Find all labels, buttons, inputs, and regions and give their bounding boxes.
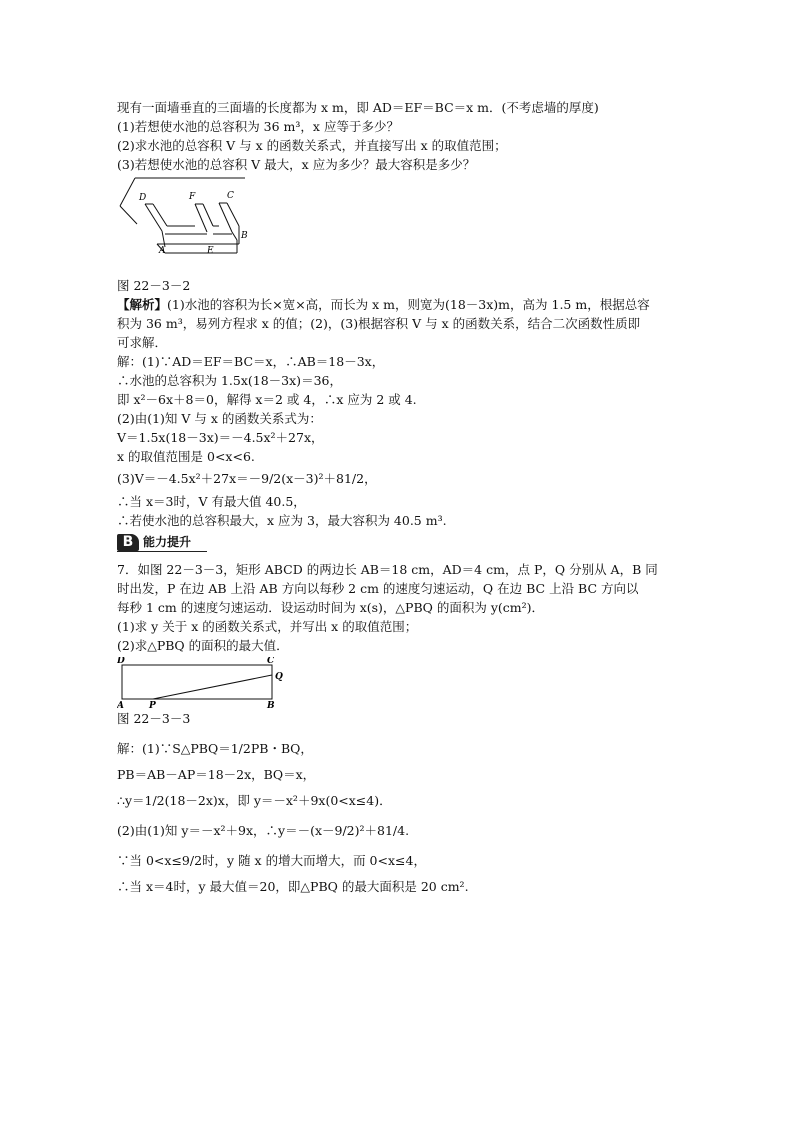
solution1-line: (2)由(1)知 V 与 x 的函数关系式为：	[117, 411, 322, 426]
label-D2: D	[117, 657, 125, 666]
analysis-head: 【解析】	[117, 297, 168, 312]
problem7-line: 7．如图 22－3－3，矩形 ABCD 的两边长 AB＝18 cm，AD＝4 cm，点 P，Q 分别从 A，B 同	[117, 562, 658, 577]
question-2: (2)求水池的总容积 V 与 x 的函数关系式，并直接写出 x 的取值范围；	[117, 138, 507, 153]
analysis-line-2: 积为 36 m³，易列方程求 x 的值；(2)，(3)根据容积 V 与 x 的函数关系，结合二次函数性质即	[117, 316, 641, 331]
solution2-line: PB＝AB－AP＝18－2x，BQ＝x，	[117, 767, 316, 782]
section-badge: B	[117, 534, 139, 551]
document-page	[117, 98, 677, 900]
solution1-line: x 的取值范围是 0<x<6.	[117, 449, 255, 464]
problem7-line: 每秒 1 cm 的速度匀速运动．设运动时间为 x(s)，△PBQ 的面积为 y(cm²)．	[117, 600, 545, 615]
problem7-line: (2)求△PBQ 的面积的最大值．	[117, 638, 289, 653]
solution1-line: V＝1.5x(18－3x)＝－4.5x²＋27x，	[117, 430, 324, 445]
label-D: D	[139, 193, 147, 203]
solution2-line: ∴当 x＝4时，y 最大值＝20，即△PBQ 的最大面积是 20 cm².	[117, 879, 469, 894]
label-B: B	[241, 231, 248, 241]
label-C: C	[227, 191, 234, 201]
section-title: 能力提升	[143, 535, 192, 549]
pool-diagram	[117, 174, 267, 270]
solution2-line: ∵当 0<x≤9/2时，y 随 x 的增大而增大，而 0<x≤4，	[117, 853, 426, 868]
solution1-line: 即 x²－6x＋8＝0，解得 x＝2 或 4，∴x 应为 2 或 4.	[117, 392, 417, 407]
figure-caption-2: 图 22－3－3	[117, 711, 191, 726]
question-1: (1)若想使水池的总容积为 36 m³，x 应等于多少？	[117, 119, 399, 134]
solution2-line: ∴y＝1/2(18－2x)x，即 y＝－x²＋9x(0<x≤4)．	[117, 793, 392, 808]
label-P: P	[149, 701, 156, 709]
problem-intro: 现有一面墙垂直的三面墙的长度都为 x m，即 AD＝EF＝BC＝x m．(不考虑墙的厚度)	[117, 100, 599, 115]
section-rule	[117, 551, 207, 552]
question-3: (3)若想使水池的总容积 V 最大，x 应为多少？最大容积是多少？	[117, 157, 476, 172]
solution1-line: 解：(1)∵AD＝EF＝BC＝x，∴AB＝18－3x，	[117, 354, 385, 369]
solution1-line: ∴水池的总容积为 1.5x(18－3x)＝36，	[117, 373, 342, 388]
label-F: F	[189, 192, 196, 202]
problem7-line: 时出发，P 在边 AB 上沿 AB 方向以每秒 2 cm 的速度匀速运动，Q 在边 BC 上沿 BC 方向以	[117, 581, 639, 596]
solution2-line: (2)由(1)知 y＝－x²＋9x，∴y＝－(x－9/2)²＋81/4.	[117, 823, 410, 838]
analysis-text-1: (1)水池的容积为长×宽×高，而长为 x m，则宽为(18－3x)m，高为 1.5 m，根据总容	[167, 297, 650, 312]
solution1-line: ∴若使水池的总容积最大，x 应为 3，最大容积为 40.5 m³.	[117, 513, 447, 528]
solution1-line: (3)V＝－4.5x²＋27x＝－9/2(x－3)²＋81/2，	[117, 471, 377, 486]
label-B2: B	[267, 701, 275, 709]
label-A2: A	[117, 701, 124, 709]
label-C2: C	[267, 657, 275, 666]
analysis-line-3: 可求解．	[117, 335, 168, 350]
rectangle-diagram	[117, 657, 287, 709]
label-E: E	[207, 246, 214, 256]
solution2-line: 解：(1)∵S△PBQ＝1/2PB・BQ，	[117, 741, 313, 756]
figure-caption-1: 图 22－3－2	[117, 278, 191, 293]
analysis-line-1	[117, 295, 677, 314]
solution1-line: ∴当 x＝3时，V 有最大值 40.5，	[117, 494, 306, 509]
label-Q: Q	[275, 672, 283, 682]
pool-figure	[117, 174, 677, 270]
section-banner	[117, 532, 677, 554]
label-A: A	[159, 246, 166, 256]
rectangle-figure	[117, 657, 677, 709]
problem7-line: (1)求 y 关于 x 的函数关系式，并写出 x 的取值范围；	[117, 619, 418, 634]
